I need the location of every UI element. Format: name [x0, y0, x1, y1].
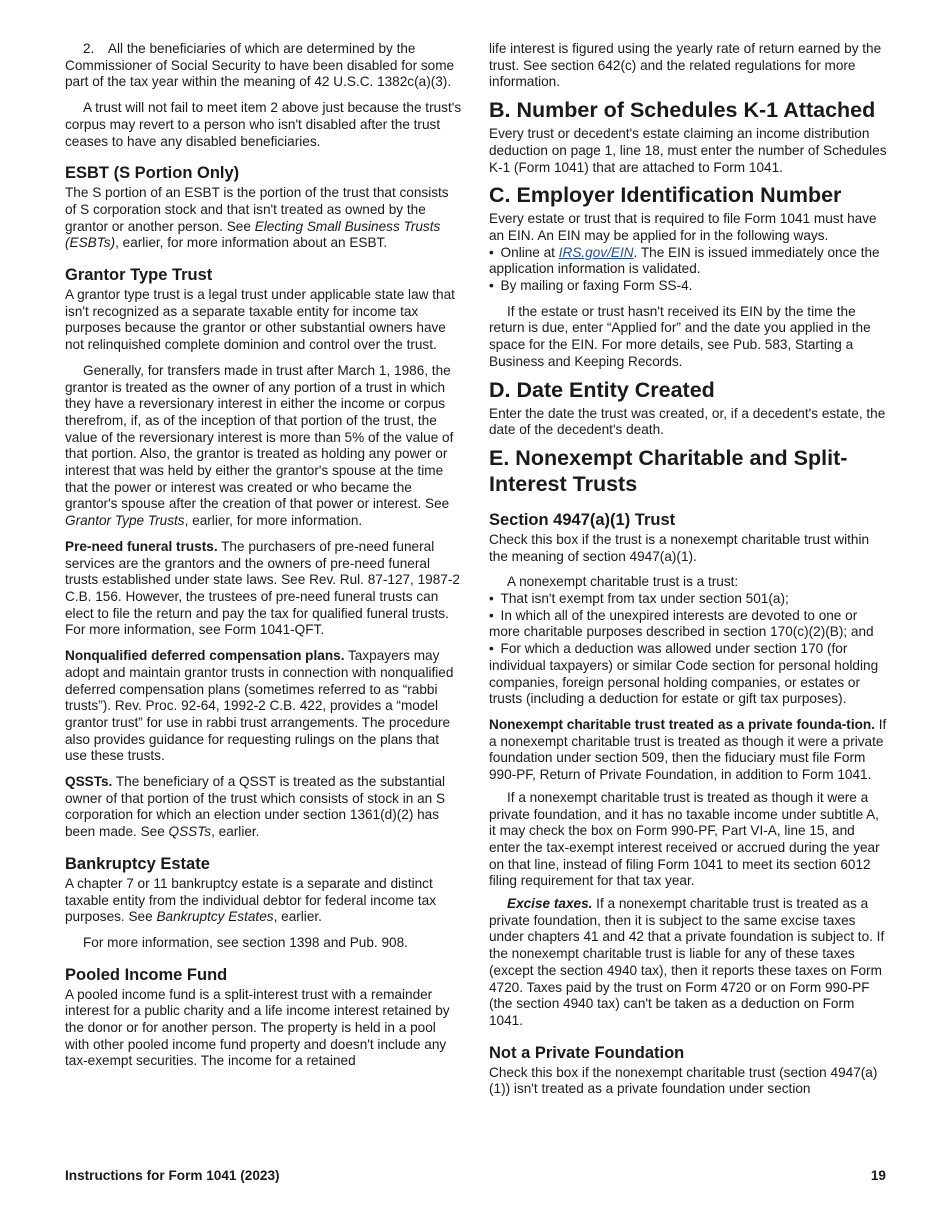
nonexempt-definition: A nonexempt charitable trust is a trust:	[507, 574, 739, 590]
qsst-paragraph: QSSTs. The beneficiary of a QSST is treated as the substantial owner of that portion of the trust which consists of stock in an S corporation for which an election under section 1361(d)(2) has been made. See QSSTs, earlier.	[65, 774, 446, 840]
grantor-heading: Grantor Type Trust	[65, 266, 213, 285]
section-d-heading: D. Date Entity Created	[489, 377, 715, 402]
bankruptcy-heading: Bankruptcy Estate	[65, 854, 210, 873]
excise-runin: Excise taxes.	[507, 896, 593, 912]
excise-taxes-paragraph: Excise taxes. If a nonexempt charitable trust is treated as a private foundation, then it is subject to the same excise taxes under chapters 41 and 42 that a private foundation is subject to. If the nonexempt charitable trust is liable for any of these taxes (except the section 4940 tax), then it reports these taxes on Form 4720. Taxes paid by the trust on Form 4720 or on Form 990-PF (the section 4940 tax) can't be taken as a deduction on Form 1041.	[489, 896, 885, 1028]
section-b-paragraph: Every trust or decedent's estate claiming an income distribution deduction on page 1, line 18, must enter the number of Schedules K-1 (Form 1041) that are attached to Form 1041.	[489, 126, 887, 175]
section-e-heading: E. Nonexempt Charitable and Split-Interest Trusts	[489, 445, 848, 496]
bullet-deduction: • For which a deduction was allowed under section 170 (for individual taxpayers) or similar Code section for personal holding companies, foreign personal holding companies, or estates or trusts (including a deduction for estate or gift tax purposes).	[489, 641, 879, 707]
section-d-paragraph: Enter the date the trust was created, or, if a decedent's estate, the date of the decedent's death.	[489, 405, 886, 438]
not-private-foundation-heading: Not a Private Foundation	[489, 1043, 685, 1062]
irs-ein-link[interactable]: IRS.gov/EIN	[558, 244, 634, 260]
section-c-bullet-online: • Online at IRS.gov/EIN. The EIN is issued immediately once the application information is validated.	[489, 244, 880, 277]
right-column	[489, 41, 887, 1098]
page-number: 19	[870, 1168, 886, 1183]
grantor-xref: Grantor Type Trusts	[65, 513, 185, 529]
section-b-heading: B. Number of Schedules K-1 Attached	[489, 98, 876, 123]
section-c-heading: C. Employer Identification Number	[489, 183, 842, 208]
private-foundation-paragraph: Nonexempt charitable trust treated as a private founda-tion. If a nonexempt charitable trust is treated as though it were a private foundation under section 509, then the fiduciary must file Form 990-PF, Return of Private Foundation, in addition to Form 1041.	[489, 716, 887, 783]
esbt-paragraph: The S portion of an ESBT is the portion of the trust that consists of S corporation stock and that isn't treated as owned by the grantor or another person. See Electing Small Business Trusts (ESBTs), earlier, for more information about an ESBT.	[65, 185, 449, 251]
bankruptcy-paragraph: A chapter 7 or 11 bankruptcy estate is a separate and distinct taxable entity from the individual debtor for federal income tax purposes. See Bankruptcy Estates, earlier.	[65, 875, 437, 925]
not-private-foundation-paragraph: Check this box if the nonexempt charitable trust (section 4947(a)(1)) isn't treated as a private foundation under section	[489, 1064, 878, 1097]
esbt-xref: Electing Small Business Trusts (ESBTs)	[65, 218, 441, 251]
nqdc-paragraph: Nonqualified deferred compensation plans. Taxpayers may adopt and maintain grantor trusts in connection with nonqualified deferred compensation plans (sometimes referred to as “rabbi trusts”). Rev. Proc. 92-64, 1992-2 C.B. 422, provides a “model grantor trust” for use in rabbi trust arrangements. The procedure also provides guidance for requesting rulings on the plans that use these trusts.	[65, 648, 454, 764]
bullet-170c: • In which all of the unexpired interests are devoted to one or more charitable purposes described in section 170(c)(2)(B); and	[489, 607, 874, 640]
nqdc-runin: Nonqualified deferred compensation plans.	[65, 648, 345, 664]
qsst-runin: QSSTs.	[65, 774, 113, 790]
section-c-applied-for: If the estate or trust hasn't received its EIN by the time the return is due, enter “Applied for” and the date you applied in the space for the EIN. For more details, see Pub. 583, Starting a Business and Keeping Records.	[489, 303, 871, 369]
section-c-bullet-mail: • By mailing or faxing Form SS-4.	[489, 278, 693, 294]
pooled-paragraph: A pooled income fund is a split-interest trust with a remainder interest for a public charity and a life income interest retained by the donor or for another person. The property is held in a pool with other pooled income fund property and doesn't include any tax-exempt securities. The income for a retained	[65, 986, 450, 1069]
pooled-continuation: life interest is figured using the yearly rate of return earned by the trust. See section 642(c) and the related regulations for more information.	[489, 41, 882, 90]
grantor-paragraph-1: A grantor type trust is a legal trust under applicable state law that isn't recognized as a separate taxable entity for income tax purposes because the grantor or other substantial owners have not relinquished complete dominion and control over the trust.	[65, 287, 455, 353]
section-4947-paragraph: Check this box if the trust is a nonexempt charitable trust within the meaning of section 4947(a)(1).	[489, 531, 870, 564]
bullet-501a: • That isn't exempt from tax under section 501(a);	[489, 591, 789, 607]
corpus-revert-paragraph: A trust will not fail to meet item 2 above just because the trust's corpus may revert to a person who isn't disabled after the trust ceases to have any disabled beneficiaries.	[65, 100, 462, 149]
qsst-xref: QSSTs	[168, 824, 212, 840]
grantor-paragraph-2: Generally, for transfers made in trust after March 1, 1986, the grantor is treated as the owner of any portion of a trust in which they have a reversionary interest in either the income or corpus therefrom, if, as of the inception of that portion of the trust, the value of the reversionary interest is more than 5% of the value of that portion. Also, the grantor is treated as holding any power or interest that was held by either the grantor's spouse at the time that the power or interest was created or who became the grantor's spouse after the creation of that power or interest. See Grantor Type Trusts, earlier, for more information.	[65, 362, 454, 529]
preneed-paragraph: Pre-need funeral trusts. The purchasers of pre-need funeral services are the grantors and the owners of pre-need funeral trusts established under state laws. See Rev. Rul. 87-127, 1987-2 C.B. 156. However, the trustees of pre-need funeral trusts can elect to file the return and pay the tax for qualified funeral trusts. For more information, see Form 1041-QFT.	[65, 538, 460, 638]
section-4947-heading: Section 4947(a)(1) Trust	[489, 510, 676, 529]
preneed-runin: Pre-need funeral trusts.	[65, 538, 218, 554]
disabled-beneficiaries-item: 2. All the beneficiaries of which are determined by the Commissioner of Social Security to have been disabled for some part of the tax year within the meaning of 42 U.S.C. 1382c(a)(3).	[65, 41, 455, 90]
left-column	[65, 41, 463, 1070]
pooled-heading: Pooled Income Fund	[65, 965, 228, 984]
private-foundation-runin: Nonexempt charitable trust treated as a private founda-tion.	[489, 716, 875, 732]
section-c-paragraph: Every estate or trust that is required to file Form 1041 must have an EIN. An EIN may be applied for in the following ways.	[489, 211, 877, 243]
bankruptcy-xref: Bankruptcy Estates	[156, 909, 274, 925]
esbt-heading: ESBT (S Portion Only)	[65, 164, 240, 183]
bankruptcy-more-info: For more information, see section 1398 and Pub. 908.	[83, 934, 408, 950]
footer-title: Instructions for Form 1041 (2023)	[65, 1168, 280, 1183]
no-taxable-income-paragraph: If a nonexempt charitable trust is treated as though it were a private foundation, and it has no taxable income under subtitle A, it may check the box on Form 990-PF, Part VI-A, line 15, and enter the tax-exempt interest received or accrued during the year on that line, instead of filing Form 1041 to meet its section 6012 filing requirement for that tax year.	[489, 789, 880, 889]
